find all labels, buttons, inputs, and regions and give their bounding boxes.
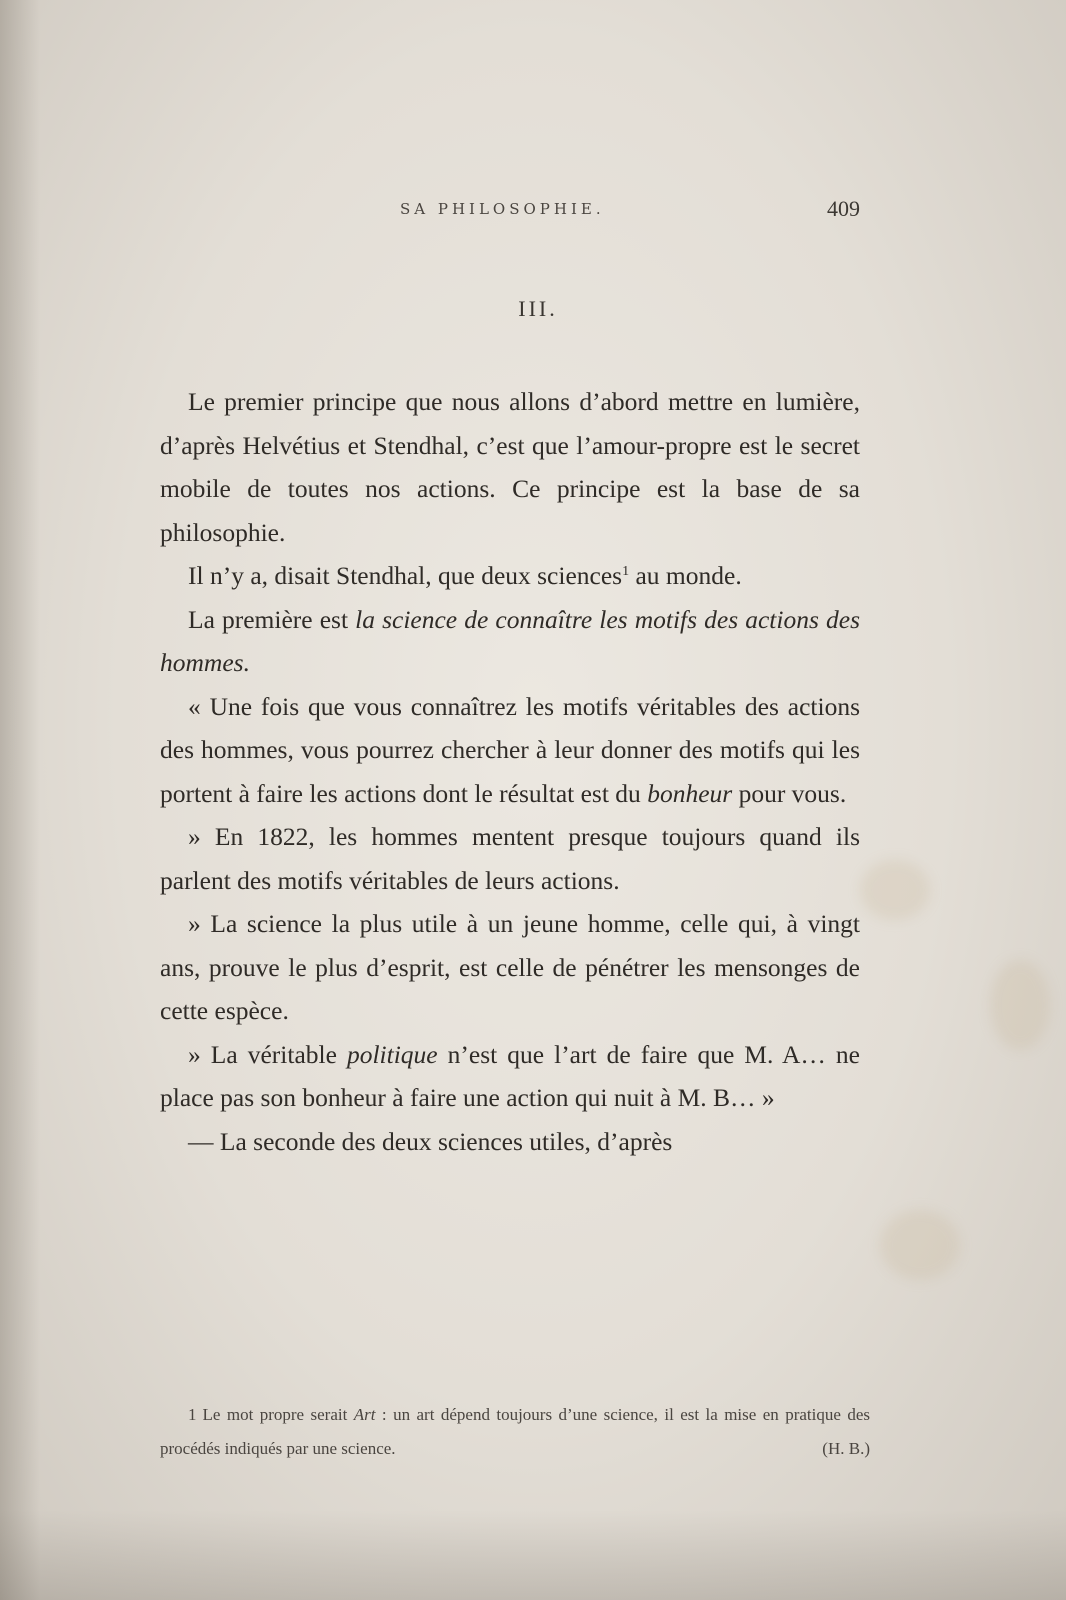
paper-stain [880,1210,960,1280]
paragraph-3-text: La première est [188,604,356,634]
paragraph-7-text: » La véritable [188,1039,347,1069]
paragraph-4-italic: bonheur [647,778,733,808]
footnote-reference: 1 [622,564,630,579]
running-head [160,198,860,228]
body-text [160,380,860,1163]
paragraph-2-end: au monde. [629,561,742,590]
running-head-title: SA PHILOSOPHIE. [400,200,605,218]
paragraph-6: » La science la plus utile à un jeune homme, celle qui, à vingt ans, prouve le plus d’esprit, est celle de pénétrer les mensonges de cette espèce. [160,909,860,1025]
paragraph-2 [160,554,860,598]
paragraph-7 [160,1033,860,1120]
paragraph-4-end: pour vous. [732,778,847,808]
paragraph-5: » En 1822, les hommes mentent presque toujours quand ils parlent des motifs véritables de leurs actions. [160,822,860,895]
section-heading: III. [518,296,558,321]
footnote-italic: Art [353,1405,376,1424]
paragraph-2-text: Il n’y a, disait Stendhal, que deux sciences [188,561,623,590]
footnote-mark: 1 [188,1405,197,1424]
paragraph-4-text: « Une fois que vous connaîtrez les motifs véritables des actions des hommes, vous pourrez chercher à leur donner des motifs qui les portent à faire les actions dont le résultat est du [160,691,860,808]
paragraph-7-italic: politique [346,1039,438,1069]
footnote-text-end: : un art dépend toujours d’une science, il est la mise en pratique des procédés indiqués par une science. [160,1405,870,1458]
paper-stain [990,960,1050,1050]
paragraph-3 [160,598,860,685]
footnote [160,1398,870,1466]
paragraph-1: Le premier principe que nous allons d’abord mettre en lumière, d’après Helvétius et Stendhal, c’est que l’amour-propre est le secret mobile de toutes nos actions. Ce principe est la base de sa philosophie. [160,387,860,547]
paragraph-4 [160,685,860,816]
paragraph-7-end: n’est que l’art de faire que M. A… ne place pas son bonheur à faire une action qui nuit à M. B… » [160,1039,860,1112]
page-number: 409 [827,196,860,221]
paragraph-8: — La seconde des deux sciences utiles, d’après [188,1126,673,1156]
footnote-text: Le mot propre serait [202,1405,354,1424]
paper-stain [860,860,930,920]
paragraph-3-italic: la science de connaître les motifs des actions des hommes. [160,604,861,677]
footnote-signature: (H. B.) [822,1439,870,1458]
